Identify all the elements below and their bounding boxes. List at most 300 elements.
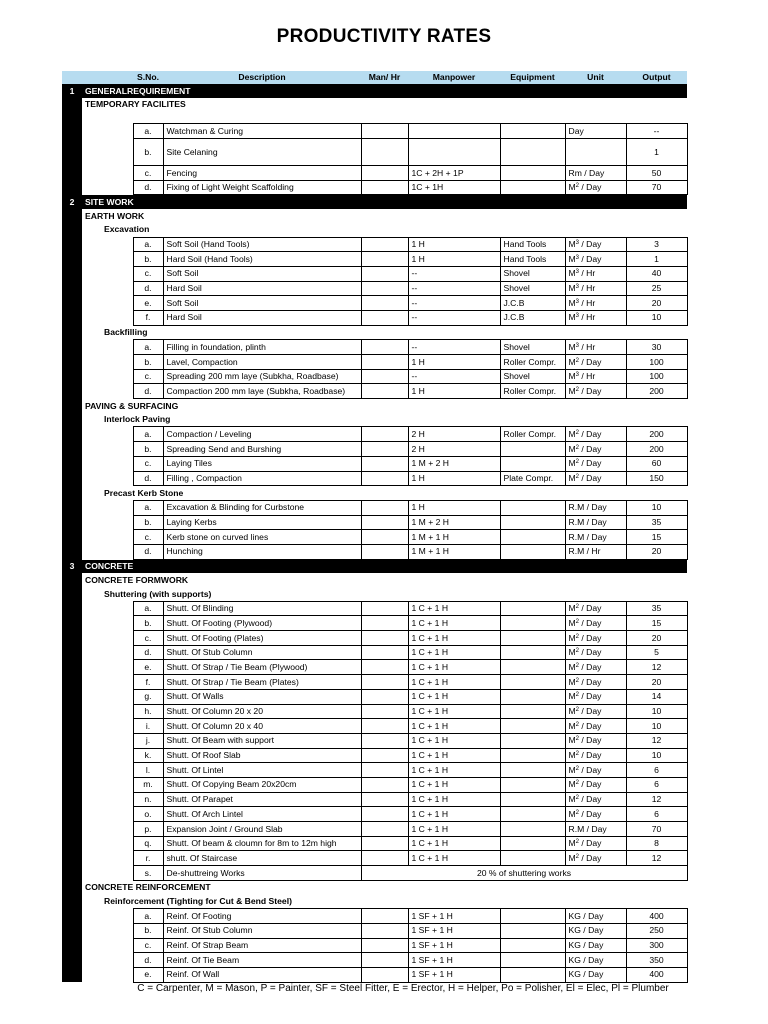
item-equipment	[500, 645, 565, 660]
item-manhr	[361, 266, 408, 281]
item-sno: i.	[133, 719, 163, 734]
margin-bar	[62, 792, 82, 807]
item-sno: b.	[133, 515, 163, 530]
margin-bar	[62, 894, 82, 908]
item-unit	[565, 909, 626, 924]
unit-rate: / Day	[579, 676, 602, 687]
item-manpower: 1 C + 1 H	[408, 807, 500, 822]
item-manhr	[361, 252, 408, 267]
table-row	[62, 456, 687, 471]
item-manpower: 1 M + 1 H	[408, 530, 500, 545]
item-sno: d.	[133, 180, 163, 195]
indent-cell	[82, 515, 133, 530]
unit-base: R.M / Day	[568, 823, 607, 834]
unit-exponent: 3	[575, 313, 580, 320]
item-description: Compaction / Leveling	[163, 427, 361, 442]
item-sno: f.	[133, 675, 163, 690]
unit-rate: / Day	[579, 647, 602, 658]
subgroup-heading-row	[62, 894, 687, 908]
item-manpower: 1 H	[408, 500, 500, 515]
item-output: 14	[626, 689, 687, 704]
section-label: GENERALREQUIREMENT	[82, 84, 687, 98]
margin-bar	[62, 631, 82, 646]
item-manpower: 1C + 2H + 1P	[408, 166, 500, 181]
item-manpower: 1 C + 1 H	[408, 675, 500, 690]
section-number: 3	[62, 559, 82, 573]
spacer-cell	[82, 111, 687, 124]
margin-bar	[62, 807, 82, 822]
item-description: Reinf. Of Strap Beam	[163, 938, 361, 953]
indent-cell	[82, 442, 133, 457]
item-manhr	[361, 807, 408, 822]
item-manpower: 1 C + 1 H	[408, 631, 500, 646]
item-unit	[565, 124, 626, 139]
section-number: 1	[62, 84, 82, 98]
column-header-sno: S.No.	[133, 71, 163, 84]
unit-base: M	[568, 617, 576, 628]
unit-exponent: 2	[575, 692, 580, 699]
item-sno: a.	[133, 237, 163, 252]
item-description: shutt. Of Staircase	[163, 851, 361, 866]
item-description: Fencing	[163, 166, 361, 181]
indent-cell	[82, 427, 133, 442]
group-heading: CONCRETE REINFORCEMENT	[85, 882, 211, 893]
item-sno: o.	[133, 807, 163, 822]
item-sno: c.	[133, 938, 163, 953]
unit-base: M	[568, 312, 576, 323]
item-sno: k.	[133, 748, 163, 763]
subgroup-heading: Interlock Paving	[104, 414, 171, 425]
item-output: 20	[626, 631, 687, 646]
unit-rate: / Day	[579, 632, 602, 643]
item-manhr	[361, 792, 408, 807]
item-manhr	[361, 237, 408, 252]
unit-base: M	[568, 676, 576, 687]
item-equipment	[500, 938, 565, 953]
table-row	[62, 530, 687, 545]
abbreviation-legend: C = Carpenter, M = Mason, P = Painter, SF = Steel Fitter, E = Erector, H = Helper, Po = Polisher, El = Elec, Pl = Plumber	[137, 983, 669, 994]
indent-cell	[82, 166, 133, 181]
indent-cell	[82, 689, 133, 704]
item-unit	[565, 180, 626, 195]
item-description: Excavation & Blinding for Curbstone	[163, 500, 361, 515]
item-manhr	[361, 763, 408, 778]
unit-exponent: 2	[575, 707, 580, 714]
unit-base: M	[568, 385, 576, 396]
table-row	[62, 909, 687, 924]
section-label: CONCRETE	[82, 559, 687, 573]
item-sno: n.	[133, 792, 163, 807]
margin-bar	[62, 124, 82, 139]
page-title: PRODUCTIVITY RATES	[276, 26, 492, 47]
table-row	[62, 719, 687, 734]
table-row	[62, 616, 687, 631]
table-row	[62, 675, 687, 690]
item-manpower: 1 C + 1 H	[408, 792, 500, 807]
indent-cell	[82, 777, 133, 792]
margin-bar	[62, 587, 82, 601]
item-unit	[565, 675, 626, 690]
unit-rate: / Day	[579, 808, 602, 819]
table-row	[62, 866, 687, 881]
indent-cell	[82, 792, 133, 807]
unit-base: M	[568, 750, 576, 761]
item-equipment	[500, 719, 565, 734]
item-manhr	[361, 953, 408, 968]
item-output: 6	[626, 807, 687, 822]
item-output: 10	[626, 704, 687, 719]
margin-bar	[62, 427, 82, 442]
indent-cell	[82, 675, 133, 690]
item-sno: a.	[133, 427, 163, 442]
item-equipment	[500, 807, 565, 822]
item-manpower: 1 C + 1 H	[408, 689, 500, 704]
item-output: 15	[626, 530, 687, 545]
item-description: Shutt. Of Copying Beam 20x20cm	[163, 777, 361, 792]
item-description: Shutt. Of Footing (Plywood)	[163, 616, 361, 631]
item-unit	[565, 660, 626, 675]
indent-cell	[82, 281, 133, 296]
margin-bar	[62, 733, 82, 748]
indent-cell	[82, 296, 133, 311]
group-heading: TEMPORARY FACILITES	[85, 99, 186, 110]
table-row	[62, 807, 687, 822]
margin-bar	[62, 601, 82, 616]
indent-cell	[82, 719, 133, 734]
group-heading-row	[62, 209, 687, 223]
indent-cell	[82, 266, 133, 281]
column-header-equipment: Equipment	[500, 71, 565, 84]
item-description: Shutt. Of Strap / Tie Beam (Plywood)	[163, 660, 361, 675]
margin-bar	[62, 748, 82, 763]
table-row	[62, 252, 687, 267]
item-unit	[565, 601, 626, 616]
item-manhr	[361, 601, 408, 616]
item-unit	[565, 689, 626, 704]
indent-cell	[82, 456, 133, 471]
margin-bar	[62, 866, 82, 881]
item-equipment	[500, 967, 565, 982]
unit-base: KG / Day	[568, 969, 604, 980]
unit-base: M	[568, 239, 576, 250]
table-row	[62, 340, 687, 355]
unit-rate: / Day	[579, 706, 602, 717]
item-unit	[565, 836, 626, 851]
margin-bar	[62, 166, 82, 181]
unit-base: M	[568, 794, 576, 805]
indent-cell	[82, 139, 133, 166]
unit-rate: / Day	[579, 458, 602, 469]
item-equipment: Hand Tools	[500, 252, 565, 267]
unit-base: M	[568, 691, 576, 702]
item-output: 100	[626, 355, 687, 370]
indent-cell	[82, 733, 133, 748]
item-manhr	[361, 967, 408, 982]
item-sno: d.	[133, 281, 163, 296]
unit-base: M	[568, 706, 576, 717]
subgroup-heading: Backfilling	[104, 327, 148, 338]
margin-bar	[62, 660, 82, 675]
margin-bar	[62, 413, 82, 427]
item-unit	[565, 427, 626, 442]
item-output: 50	[626, 166, 687, 181]
margin-bar	[62, 399, 82, 413]
item-description: Lavel, Compaction	[163, 355, 361, 370]
indent-cell	[82, 953, 133, 968]
item-manpower: 1 H	[408, 384, 500, 399]
table-row	[62, 369, 687, 384]
item-manhr	[361, 427, 408, 442]
spacer-row	[62, 111, 687, 124]
table-row	[62, 310, 687, 325]
table-row	[62, 763, 687, 778]
table-row	[62, 544, 687, 559]
item-sno: f.	[133, 310, 163, 325]
table-row	[62, 296, 687, 311]
section-label: SITE WORK	[82, 195, 687, 209]
item-equipment	[500, 515, 565, 530]
margin-bar	[62, 252, 82, 267]
unit-rate: / Day	[579, 661, 602, 672]
group-heading-row	[62, 399, 687, 413]
column-header-output: Output	[626, 71, 687, 84]
item-manpower: 1 SF + 1 H	[408, 923, 500, 938]
unit-rate: / Day	[579, 253, 602, 264]
table-row	[62, 124, 687, 139]
item-manhr	[361, 938, 408, 953]
unit-exponent: 2	[575, 736, 580, 743]
indent-cell	[82, 704, 133, 719]
unit-base: M	[568, 779, 576, 790]
item-equipment	[500, 660, 565, 675]
item-sno: c.	[133, 369, 163, 384]
indent-cell	[82, 530, 133, 545]
margin-bar	[62, 281, 82, 296]
margin-bar	[62, 851, 82, 866]
item-manhr	[361, 660, 408, 675]
item-description: Spreading Send and Burshing	[163, 442, 361, 457]
item-description: Laying Tiles	[163, 456, 361, 471]
productivity-table	[62, 71, 688, 983]
unit-base: M	[568, 852, 576, 863]
item-sno: b.	[133, 355, 163, 370]
subgroup-heading-row	[62, 486, 687, 501]
table-row	[62, 281, 687, 296]
item-unit	[565, 748, 626, 763]
subgroup-heading: Reinforcement (Tighting for Cut & Bend Steel)	[104, 895, 292, 906]
item-output: 10	[626, 719, 687, 734]
table-row	[62, 237, 687, 252]
item-sno: c.	[133, 166, 163, 181]
item-unit	[565, 938, 626, 953]
item-sno: b.	[133, 442, 163, 457]
unit-base: R.M / Day	[568, 502, 607, 513]
indent-cell	[82, 748, 133, 763]
item-equipment	[500, 631, 565, 646]
item-output: 12	[626, 733, 687, 748]
item-manhr	[361, 836, 408, 851]
item-description: Shutt. Of Column 20 x 20	[163, 704, 361, 719]
unit-rate: / Day	[579, 838, 602, 849]
item-sno: l.	[133, 763, 163, 778]
item-sno: j.	[133, 733, 163, 748]
subgroup-heading-row	[62, 413, 687, 427]
item-output: 200	[626, 384, 687, 399]
item-equipment	[500, 530, 565, 545]
item-manhr	[361, 500, 408, 515]
unit-base: M	[568, 647, 576, 658]
indent-cell	[82, 237, 133, 252]
item-unit	[565, 471, 626, 486]
item-sno: a.	[133, 909, 163, 924]
table-row	[62, 266, 687, 281]
item-output: 70	[626, 180, 687, 195]
item-manpower: 1 C + 1 H	[408, 660, 500, 675]
item-equipment	[500, 953, 565, 968]
unit-base: M	[568, 632, 576, 643]
table-row	[62, 180, 687, 195]
unit-base: R.M / Hr	[568, 546, 601, 557]
indent-cell	[82, 544, 133, 559]
table-row	[62, 471, 687, 486]
item-output: 3	[626, 237, 687, 252]
item-equipment: Shovel	[500, 266, 565, 281]
item-description: Shutt. Of Footing (Plates)	[163, 631, 361, 646]
table-row	[62, 427, 687, 442]
item-description: Laying Kerbs	[163, 515, 361, 530]
item-manhr	[361, 456, 408, 471]
item-unit	[565, 384, 626, 399]
item-manhr	[361, 631, 408, 646]
item-sno: p.	[133, 822, 163, 837]
unit-base: M	[568, 428, 576, 439]
margin-bar	[62, 923, 82, 938]
item-manpower: 1 C + 1 H	[408, 748, 500, 763]
margin-bar	[62, 237, 82, 252]
item-description: Site Celaning	[163, 139, 361, 166]
item-manpower: 1 C + 1 H	[408, 645, 500, 660]
unit-rate: / Day	[579, 356, 602, 367]
item-manpower: 1 C + 1 H	[408, 616, 500, 631]
item-equipment	[500, 139, 565, 166]
subgroup-heading: Precast Kerb Stone	[104, 487, 184, 498]
table-row	[62, 822, 687, 837]
unit-exponent: 2	[575, 765, 580, 772]
indent-cell	[82, 851, 133, 866]
unit-rate: / Hr	[579, 341, 596, 352]
item-equipment: Shovel	[500, 281, 565, 296]
table-row	[62, 923, 687, 938]
item-manpower: 1 C + 1 H	[408, 836, 500, 851]
unit-exponent: 2	[575, 853, 580, 860]
item-equipment	[500, 923, 565, 938]
margin-bar	[62, 938, 82, 953]
margin-bar	[62, 486, 82, 501]
item-equipment	[500, 180, 565, 195]
item-description: Reinf. Of Stub Column	[163, 923, 361, 938]
item-output: 70	[626, 822, 687, 837]
item-description: Fixing of Light Weight Scaffolding	[163, 180, 361, 195]
item-unit	[565, 530, 626, 545]
unit-base: KG / Day	[568, 910, 604, 921]
item-equipment	[500, 601, 565, 616]
item-unit	[565, 719, 626, 734]
item-unit	[565, 442, 626, 457]
item-equipment	[500, 733, 565, 748]
item-equipment	[500, 689, 565, 704]
item-output: 30	[626, 340, 687, 355]
column-header-manpower: Manpower	[408, 71, 500, 84]
unit-exponent: 2	[575, 444, 580, 451]
table-row	[62, 777, 687, 792]
item-description: Shutt. Of Parapet	[163, 792, 361, 807]
item-description: Filling in foundation, plinth	[163, 340, 361, 355]
item-description: Shutt. Of Strap / Tie Beam (Plates)	[163, 675, 361, 690]
item-output: 400	[626, 967, 687, 982]
item-description: Shutt. Of Arch Lintel	[163, 807, 361, 822]
item-sno: c.	[133, 631, 163, 646]
indent-cell	[82, 967, 133, 982]
indent-cell	[82, 645, 133, 660]
item-equipment	[500, 777, 565, 792]
item-sno: b.	[133, 139, 163, 166]
item-output: 100	[626, 369, 687, 384]
unit-exponent: 2	[575, 721, 580, 728]
item-manpower: --	[408, 340, 500, 355]
item-equipment	[500, 704, 565, 719]
unit-base: Rm / Day	[568, 167, 605, 178]
unit-base: M	[568, 764, 576, 775]
unit-exponent: 2	[575, 429, 580, 436]
item-manhr	[361, 748, 408, 763]
indent-cell	[82, 866, 133, 881]
item-unit	[565, 456, 626, 471]
indent-cell	[82, 471, 133, 486]
subgroup-heading-row	[62, 223, 687, 237]
unit-base: M	[568, 356, 576, 367]
item-manpower: 2 H	[408, 442, 500, 457]
item-manpower: 1 C + 1 H	[408, 719, 500, 734]
unit-exponent: 2	[575, 633, 580, 640]
unit-base: M	[568, 735, 576, 746]
item-unit	[565, 355, 626, 370]
item-sno: c.	[133, 456, 163, 471]
unit-rate: / Day	[579, 428, 602, 439]
item-unit	[565, 733, 626, 748]
unit-base: R.M / Day	[568, 531, 607, 542]
item-output: 6	[626, 763, 687, 778]
unit-rate: / Day	[579, 720, 602, 731]
item-description: Hard Soil	[163, 281, 361, 296]
item-output: 6	[626, 777, 687, 792]
item-output: 200	[626, 442, 687, 457]
item-output: 10	[626, 748, 687, 763]
item-unit	[565, 166, 626, 181]
unit-exponent: 2	[575, 357, 580, 364]
table-row	[62, 660, 687, 675]
item-manhr	[361, 689, 408, 704]
item-manpower: 1 C + 1 H	[408, 822, 500, 837]
item-output: 350	[626, 953, 687, 968]
margin-bar	[62, 340, 82, 355]
item-sno: c.	[133, 530, 163, 545]
unit-base: Day	[568, 125, 584, 136]
unit-exponent: 3	[575, 372, 580, 379]
unit-exponent: 2	[575, 183, 580, 190]
group-heading: CONCRETE FORMWORK	[85, 574, 189, 585]
margin-bar	[62, 180, 82, 195]
item-manpower: 1 SF + 1 H	[408, 953, 500, 968]
